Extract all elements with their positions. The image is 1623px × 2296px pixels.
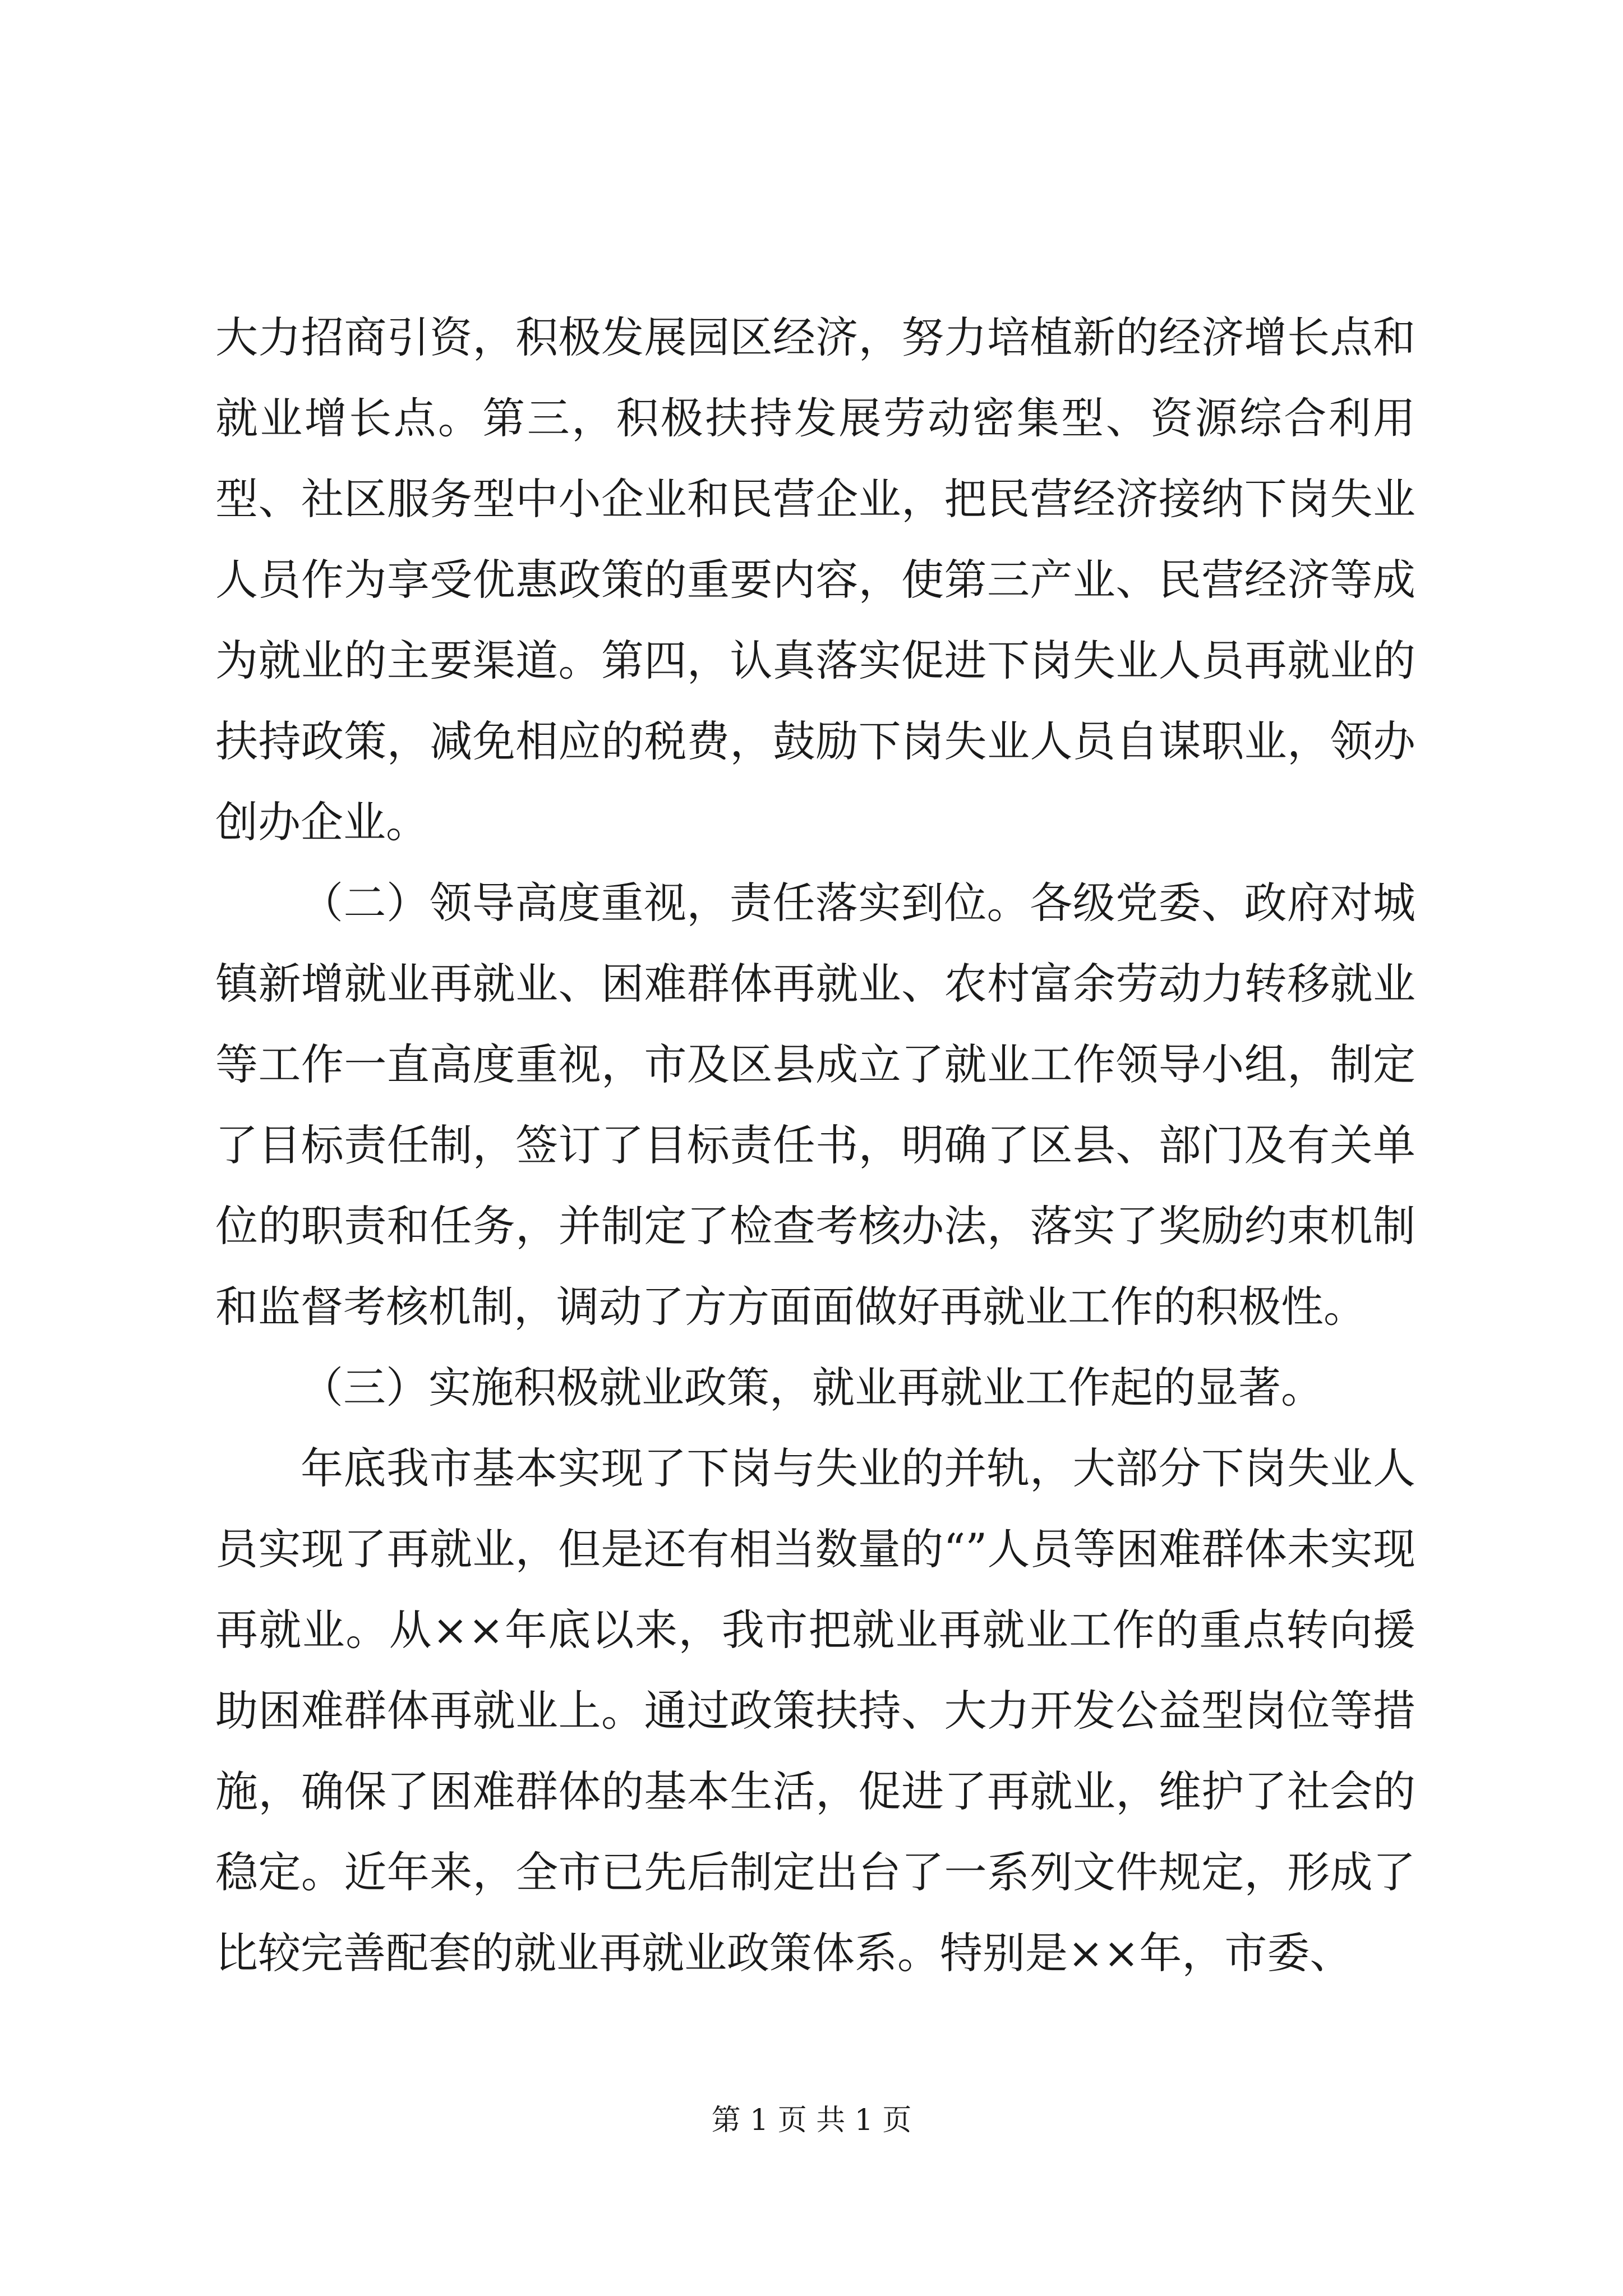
section-heading-3: （三）实施积极就业政策，就业再就业工作起的显著。 bbox=[301, 1363, 1324, 1412]
page-number: 第 1 页 共 1 页 bbox=[711, 2104, 912, 2137]
document-body bbox=[215, 297, 1415, 1994]
page-footer bbox=[0, 2098, 1623, 2143]
paragraph-1: 大力招商引资，积极发展园区经济，努力培植新的经济增长点和就业增长点。第三，积极扶持发展劳动密集型、资源综合利用型、社区服务型中小企业和民营企业，把民营经济接纳下岗失业人员作为享受优惠政策的重要内容，使第三产业、民营经济等成为就业的主要渠道。第四，认真落实促进下岗失业人员再就业的扶持政策，减免相应的税费，鼓励下岗失业人员自谋职业，领办创办企业。 bbox=[215, 312, 1415, 847]
paragraph-4: 年底我市基本实现了下岗与失业的并轨，大部分下岗失业人员实现了再就业，但是还有相当数量的“”人员等困难群体未实现再就业。从××年底以来，我市把就业再就业工作的重点转向援助困难群体再就业上。通过政策扶持、大力开发公益型岗位等措施，确保了困难群体的基本生活，促进了再就业，维护了社会的稳定。近年来，全市已先后制定出台了一系列文件规定，形成了比较完善配套的就业再就业政策体系。特别是××年，市委、 bbox=[215, 1443, 1415, 1978]
paragraph-2: （二）领导高度重视，责任落实到位。各级党委、政府对城镇新增就业再就业、困难群体再就业、农村富余劳动力转移就业等工作一直高度重视，市及区县成立了就业工作领导小组，制定了目标责任制，签订了目标责任书，明确了区县、部门及有关单位的职责和任务，并制定了检查考核办法，落实了奖励约束机制和监督考核机制，调动了方方面面做好再就业工作的积极性。 bbox=[215, 878, 1415, 1332]
